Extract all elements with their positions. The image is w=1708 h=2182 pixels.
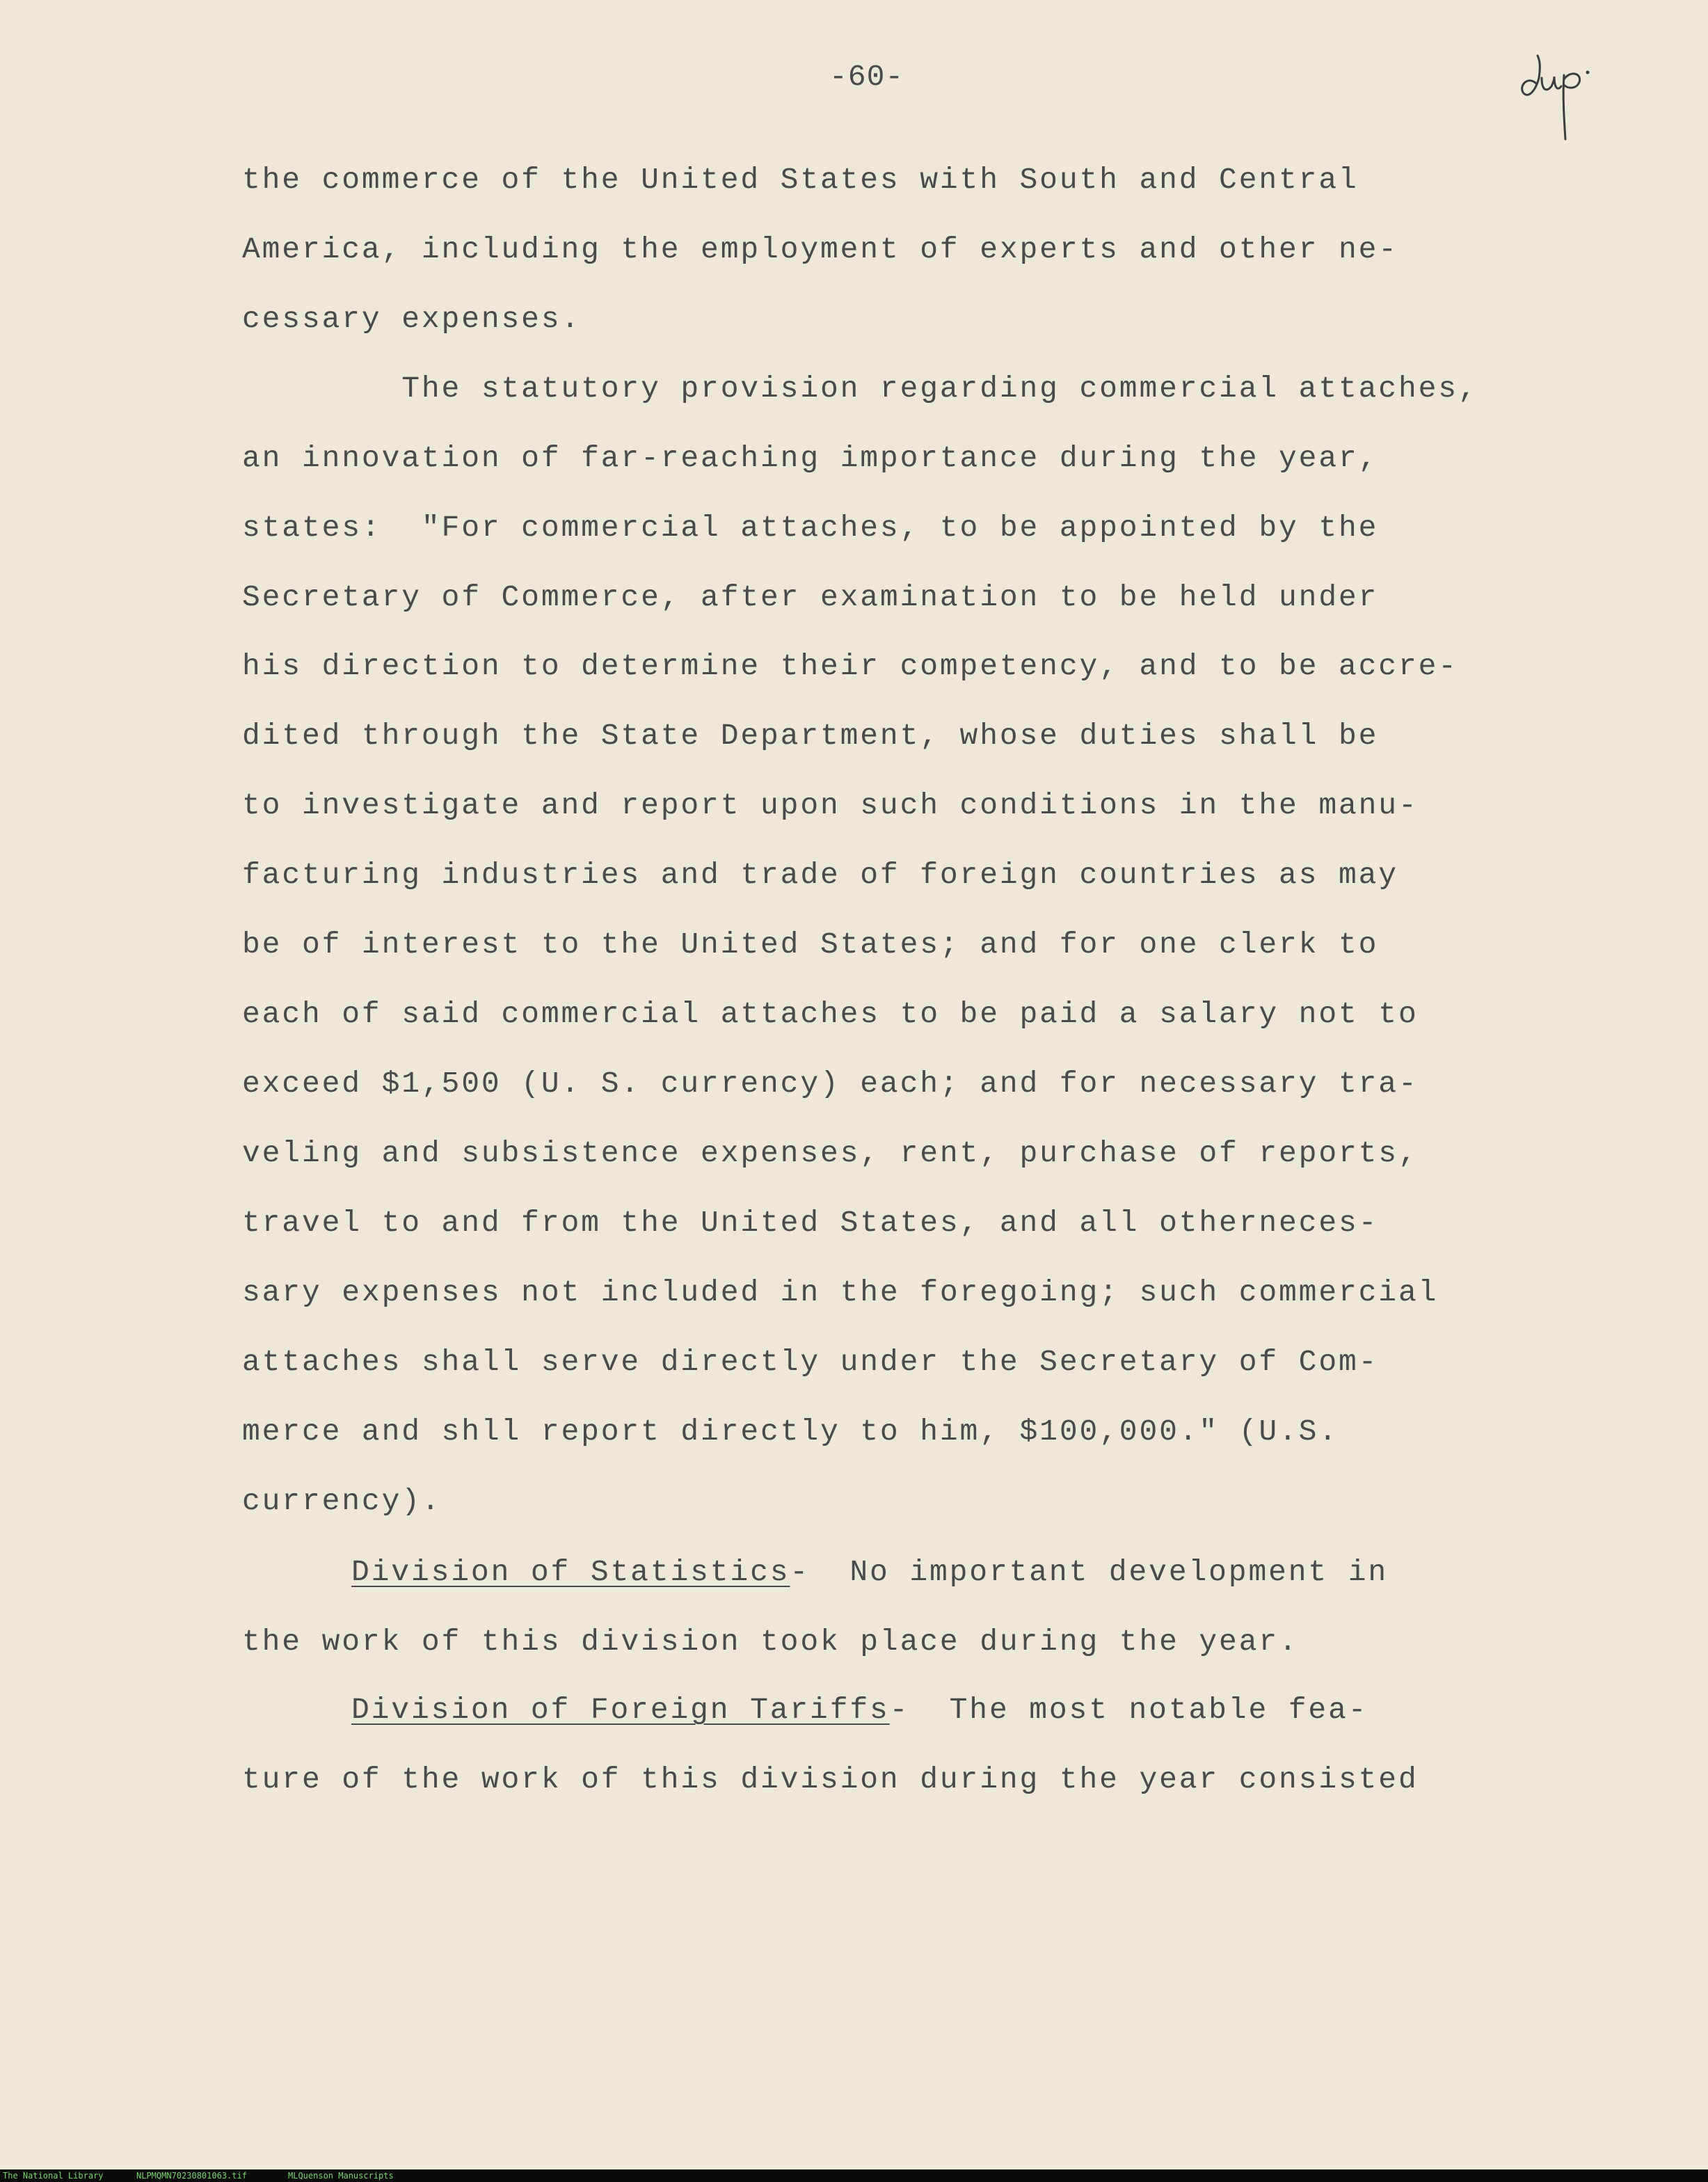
tariffs-line-rest: - The most notable fea- [889,1693,1368,1727]
text-line: to investigate and report upon such conditions in the manu- [242,788,1419,822]
text-line: currency). [242,1484,442,1518]
division-of-foreign-tariffs-heading: Division of Foreign Tariffs [351,1693,890,1727]
text-line: Secretary of Commerce, after examination to be held under [242,580,1379,614]
footer-file: NLPMQMN70230801063.tif [136,2171,247,2181]
text-line: be of interest to the United States; and for one clerk to [242,927,1379,962]
text-line: attaches shall serve directly under the Secretary of Com- [242,1345,1379,1379]
text-line: merce and shll report directly to him, $100,000." (U.S. [242,1415,1339,1449]
text-line: the work of this division took place during the year. [242,1625,1299,1659]
page-number: -60- [829,60,904,94]
text-line: ture of the work of this division during the year consisted [242,1762,1419,1797]
division-of-statistics-heading: Division of Statistics [351,1555,790,1589]
statistics-line-rest: - No important development in [790,1555,1389,1589]
text-line: veling and subsistence expenses, rent, purchase of reports, [242,1136,1419,1170]
text-line: dited through the State Department, whose duties shall be [242,719,1379,753]
text-line: sary expenses not included in the foregoing; such commercial [242,1275,1439,1309]
footer-library: The National Library [3,2171,104,2181]
statistics-paragraph-line [351,1557,1388,1587]
text-line: The statutory provision regarding commercial attaches, [242,372,1478,406]
text-line: his direction to determine their competency, and to be accre- [242,649,1458,683]
text-line: states: "For commercial attaches, to be appointed by the [242,511,1379,545]
text-line: travel to and from the United States, and all otherneces- [242,1206,1379,1240]
archive-footer-bar [0,2169,1708,2182]
footer-collection: MLQuenson Manuscripts [288,2171,394,2181]
text-line: America, including the employment of experts and other ne- [242,232,1398,266]
text-line: the commerce of the United States with South and Central [242,163,1359,197]
text-line: facturing industries and trade of foreign countries as may [242,858,1398,892]
text-line: exceed $1,500 (U. S. currency) each; and for necessary tra- [242,1067,1419,1101]
tariffs-paragraph-line [351,1695,1368,1725]
text-line: an innovation of far-reaching importance during the year, [242,441,1379,475]
text-line: each of said commercial attaches to be paid a salary not to [242,997,1419,1031]
text-line: cessary expenses. [242,302,582,336]
